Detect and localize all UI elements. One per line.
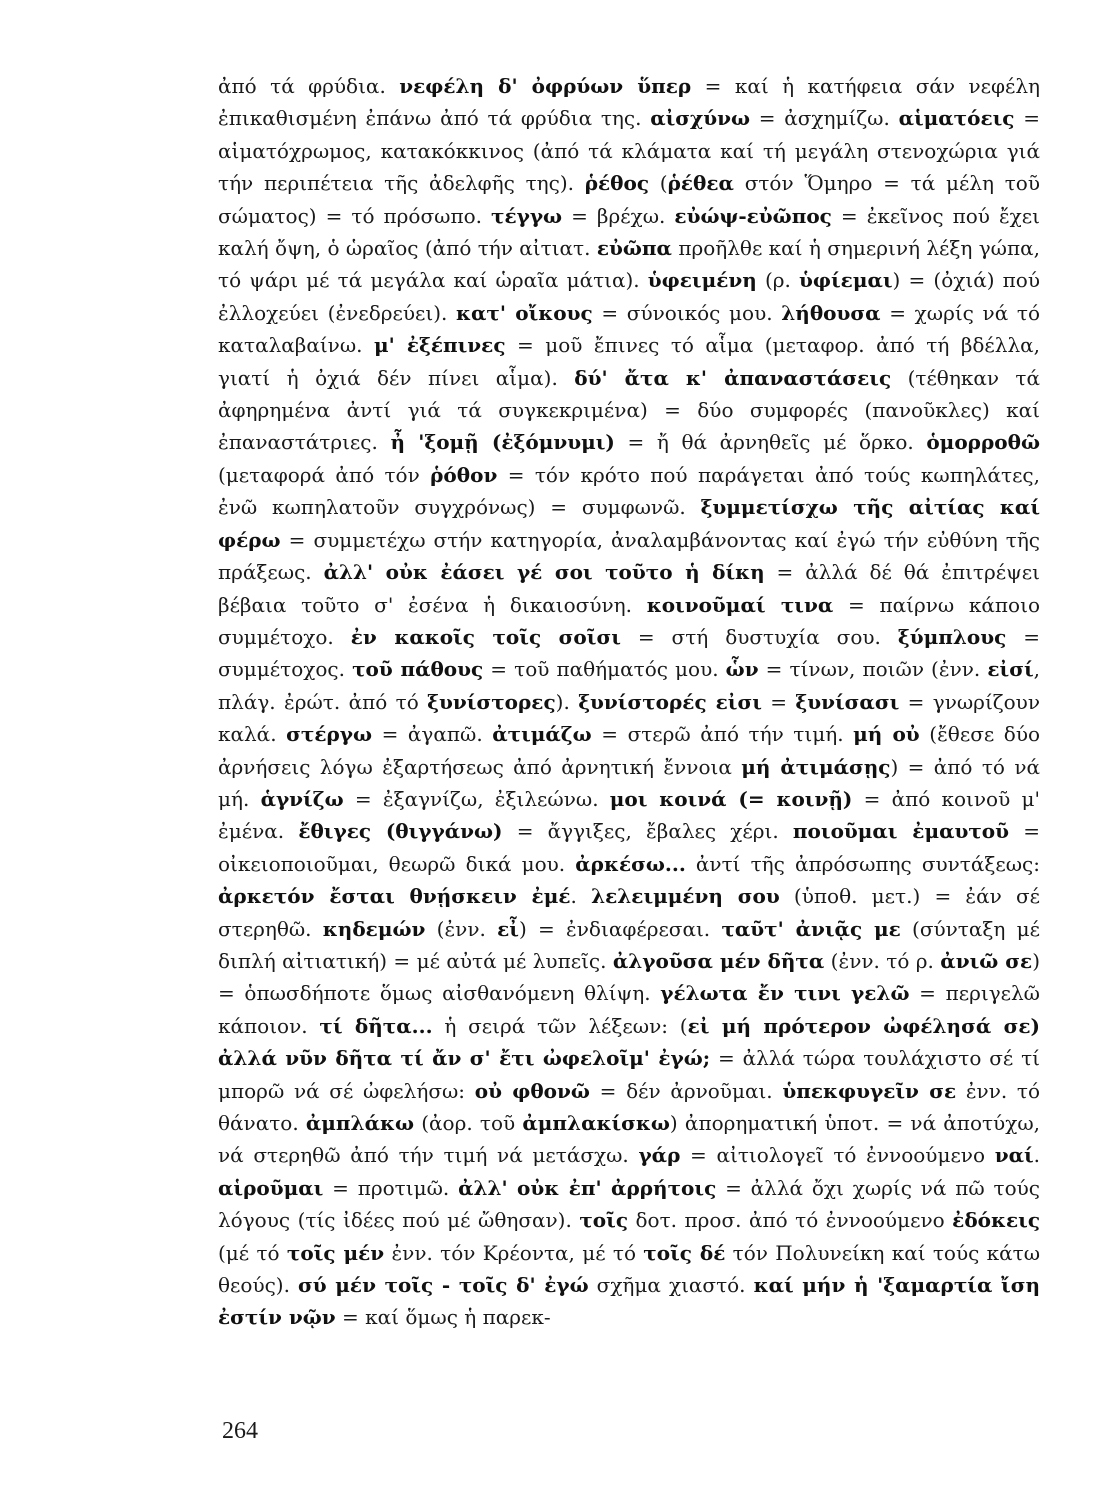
gloss-text: = δέν ἀρνοῦμαι. [589, 1078, 783, 1103]
gloss-text: (ἔθεσε δύο ἀρνήσεις λόγω ἐξαρτήσεως ἀπό ἀρνητική ἔννοια [218, 722, 1040, 779]
lemma-term: ξυνίστορες [427, 689, 556, 714]
lemma-term: αἱροῦμαι [218, 1175, 324, 1200]
gloss-text: . [570, 884, 592, 909]
lemma-term: ἀτιμάζω [492, 722, 592, 747]
gloss-text: = παίρνω κάποιο συμμέτοχο. [218, 592, 1040, 649]
page-number: 264 [222, 1418, 258, 1444]
lemma-term: εἶ [497, 916, 519, 941]
lemma-term: εἰ μή πρότερον ὠφέλησά σε) ἀλλά νῦν δῆτα τί ἄν σ' ἔτι ὠφελοῖμ' ἐγώ; [218, 1013, 1040, 1071]
gloss-text: ) = ἀπό τό νά μή. [218, 754, 1040, 811]
lemma-term: κατ' οἴκους [456, 300, 593, 325]
gloss-text: = τίνων, ποιῶν (ἐνν. [758, 657, 988, 682]
gloss-text: ). [555, 689, 579, 714]
gloss-text: = ἄγγιξες, ἔβαλες χέρι. [502, 819, 793, 844]
lemma-term: λήθουσα [781, 300, 881, 325]
lemma-term: ξυμμετίσχω τῆς αἰτίας καί φέρω [218, 495, 1040, 552]
lemma-term: τοῖς [579, 1208, 628, 1233]
lemma-term: τοῦ πάθους [352, 657, 484, 682]
lemma-term: κοινοῦμαί τινα [646, 592, 834, 617]
lemma-term: εἰσί [987, 657, 1034, 682]
gloss-text: = μοῦ ἔπινες τό αἷμα (μεταφορ. ἀπό τή βδέλλα, γιατί ἡ ὀχιά δέν πίνει αἷμα). [218, 333, 1040, 390]
gloss-text: ) = ἐνδιαφέρεσαι. [518, 916, 722, 941]
gloss-text: = στερῶ ἀπό τήν τιμή. [591, 722, 854, 747]
gloss-text: = προτιμῶ. [323, 1175, 459, 1200]
gloss-text: . [1033, 1143, 1040, 1168]
lemma-term: στέργω [286, 722, 373, 747]
lemma-term: ἐδόκεις [952, 1208, 1040, 1233]
gloss-text: = [761, 689, 796, 714]
lemma-term: εὐώψ-εὐῶπος [674, 203, 832, 228]
lemma-term: ῥόθον [430, 462, 498, 487]
lemma-term: κηδεμών [322, 916, 426, 941]
gloss-text: ἡ σειρά τῶν λέξεων: ( [432, 1013, 688, 1038]
gloss-text: προῆλθε καί ἡ σημερινή λέξη γώπα, τό ψάρι μέ τά μεγάλα καί ὡραῖα μάτια). [218, 236, 1040, 293]
lemma-term: αἱματόεις [898, 106, 1015, 131]
lemma-term: τί δῆτα... [319, 1013, 433, 1038]
lemma-term: μή οὐ [853, 722, 920, 747]
gloss-text: = ἐκεῖνος πού ἔχει καλή ὄψη, ὁ ὡραῖος (ἀπό τήν αἰτιατ. [218, 203, 1040, 261]
gloss-text: = περιγελῶ κάποιον. [218, 981, 1040, 1038]
lemma-term: δύ' ἄτα κ' ἀπαναστάσεις [574, 365, 892, 390]
lemma-term: ὑφίεμαι [799, 268, 893, 293]
lemma-term: ἀρκέσω... [575, 851, 686, 876]
gloss-text: = τοῦ παθήματός μου. [483, 657, 726, 682]
gloss-text: = ἀσχημίζω. [749, 106, 899, 131]
lemma-term: μοι κοινά (= κοινῇ) [609, 786, 853, 811]
lemma-term: ξυνίστορές εἰσι [578, 689, 762, 714]
lemma-term: εὐῶπα [596, 236, 672, 261]
lemma-term: καί μήν ἡ 'ξαμαρτία ἴση ἐστίν νῷν [218, 1273, 1040, 1330]
book-page [218, 70, 1040, 1370]
lemma-term: ἐν κακοῖς τοῖς σοῖσι [350, 624, 621, 649]
lemma-term: ποιοῦμαι ἐμαυτοῦ [792, 819, 1010, 844]
lemma-term: ἀλλ' οὐκ ἐπ' ἀρρήτοις [458, 1175, 717, 1200]
gloss-text: (μέ τό [218, 1240, 287, 1265]
gloss-text: ἀντί τῆς ἀπρόσωπης συντάξεως: [685, 851, 1040, 876]
gloss-text: = βρέχω. [562, 203, 675, 228]
lemma-term: ἁγνίζω [260, 786, 344, 811]
gloss-text: = συμμέτοχος. [218, 624, 1040, 682]
lemma-term: ὧν [725, 657, 759, 682]
gloss-text: (ρ. [756, 268, 800, 293]
gloss-text: = οἰκειοποιοῦμαι, θεωρῶ δικά μου. [218, 819, 1040, 876]
gloss-text: ἐνν. τό θάνατο. [218, 1078, 1040, 1135]
gloss-text: (ὑποθ. μετ.) = ἐάν σέ στερηθῶ. [218, 884, 1040, 941]
gloss-text: (σύνταξη μέ διπλή αἰτιατική) = μέ αὐτά μέ λυπεῖς. [218, 916, 1040, 973]
gloss-text: = ἀπό κοινοῦ μ' ἐμένα. [218, 786, 1040, 844]
gloss-text: (ἐνν. [425, 916, 498, 941]
lemma-term: λελειμμένη σου [591, 884, 780, 909]
lemma-term: τέγγω [491, 203, 563, 228]
gloss-text: ) = (ὀχιά) πού ἐλλοχεύει (ἐνεδρεύει). [218, 268, 1040, 325]
gloss-text: (ἐνν. τό ρ. [824, 948, 941, 973]
gloss-text: ) = ὁπωσδήποτε ὅμως αἰσθανόμενη θλίψη. [218, 948, 1040, 1006]
gloss-text: ) ἀπορηματική ὑποτ. = νά ἀποτύχω, νά στερηθῶ ἀπό τήν τιμή νά μετάσχω. [218, 1111, 1040, 1168]
gloss-text: = ἐξαγνίζω, ἐξιλεώνω. [343, 786, 610, 811]
gloss-text: , πλάγ. ἐρώτ. ἀπό τό [218, 657, 1040, 714]
gloss-text: = συμμετέχω στήν κατηγορία, ἀναλαμβάνοντας καί ἐγώ τήν εὐθύνη τῆς πράξεως. [218, 527, 1040, 585]
lemma-term: τοῖς μέν [286, 1240, 385, 1265]
gloss-text: τόν Πολυνείκη καί τούς κάτω θεούς). [218, 1240, 1040, 1298]
lemma-term: ἀμπλάκω [305, 1111, 415, 1135]
lemma-term: ἔθιγες (θιγγάνω) [298, 819, 503, 844]
gloss-text: στόν Ὅμηρο = τά μέλη τοῦ σώματος) = τό πρόσωπο. [218, 171, 1040, 228]
gloss-text: = γνωρίζουν καλά. [218, 689, 1040, 747]
lemma-term: ξυνίσασι [795, 689, 900, 714]
lemma-term: σύ μέν τοῖς - τοῖς δ' ἐγώ [298, 1273, 589, 1298]
lemma-term: αἰσχύνω [650, 106, 750, 131]
lemma-term: ναί [994, 1143, 1034, 1168]
gloss-text: = ἀλλά δέ θά ἐπιτρέψει βέβαια τοῦτο σ' ἐσένα ἡ δικαιοσύνη. [218, 560, 1040, 617]
gloss-text: (τέθηκαν τά ἀφηρημένα ἀντί γιά τά συγκεκριμένα) = δύο συμφορές (πανοῦκλες) καί ἐπαναστάτριες. [218, 365, 1040, 455]
lemma-term: ἀρκετόν ἔσται θνῄσκειν ἐμέ [218, 884, 571, 909]
gloss-text: = τόν κρότο πού παράγεται ἀπό τούς κωπηλάτες, ἐνῶ κωπηλατοῦν συγχρόνως) = συμφωνῶ. [218, 462, 1040, 520]
lemma-term: ἀλγοῦσα μέν δῆτα [612, 948, 825, 973]
gloss-text: (ἀορ. τοῦ [414, 1111, 523, 1135]
lemma-term: νεφέλη δ' ὀφρύων ὕπερ [399, 74, 692, 98]
lemma-term: γάρ [638, 1143, 681, 1168]
gloss-text: ἀπό τά φρύδια. [218, 74, 400, 98]
gloss-text: = ἀλλά τώρα τουλάχιστο σέ τί μπορῶ νά σέ ὠφελήσω: [218, 1046, 1040, 1103]
gloss-text: = στή δυστυχία σου. [620, 624, 898, 649]
lemma-term: τοῖς δέ [643, 1240, 726, 1265]
lemma-term: μή ἀτιμάσῃς [741, 754, 891, 779]
lemma-term: ταῦτ' ἀνιᾷς με [721, 916, 901, 941]
gloss-text: σχῆμα χιαστό. [588, 1273, 754, 1298]
lemma-term: ξύμπλους [897, 624, 1007, 649]
lemma-term: γέλωτα ἔν τινι γελῶ [660, 981, 910, 1006]
gloss-text: = καί ὅμως ἡ παρεκ- [335, 1305, 551, 1330]
lemma-term: ἀλλ' οὐκ ἐάσει γέ σοι τοῦτο ἡ δίκη [323, 560, 765, 585]
lemma-term: ἀμπλακίσκω [522, 1111, 670, 1135]
lemma-term: ὑπεκφυγεῖν σε [782, 1078, 957, 1103]
gloss-text: = σύνοικός μου. [592, 300, 782, 325]
gloss-text: = χωρίς νά τό καταλαβαίνω. [218, 300, 1040, 358]
commentary-paragraph [218, 70, 1040, 1334]
lemma-term: ῥέθεα [667, 171, 734, 196]
gloss-text: ( [649, 171, 668, 196]
lemma-term: ἀνιῶ σε [940, 948, 1033, 973]
gloss-text: = ἀγαπῶ. [372, 722, 493, 747]
gloss-text: = ἀλλά ὄχι χωρίς νά πῶ τούς λόγους (τίς ἰδέες πού μέ ὤθησαν). [218, 1175, 1040, 1233]
lemma-term: ἦ 'ξομῇ (ἐξόμνυμι) [390, 430, 615, 455]
gloss-text: = αἱματόχρωμος, κατακόκκινος (ἀπό τά κλάματα καί τή μεγάλη στενοχώρια γιά τήν περιπέτεια τῆς ἀδελφῆς της). [218, 106, 1040, 196]
lemma-term: οὐ φθονῶ [474, 1078, 590, 1103]
gloss-text: (μεταφορά ἀπό τόν [218, 462, 431, 487]
lemma-term: μ' ἐξέπινες [373, 333, 506, 358]
lemma-term: ὁμορροθῶ [926, 430, 1040, 455]
lemma-term: ὑφειμένη [647, 268, 757, 293]
lemma-term: ῥέθος [584, 171, 650, 196]
gloss-text: ἐνν. τόν Κρέοντα, μέ τό [384, 1240, 644, 1265]
gloss-text: = ἤ θά ἀρνηθεῖς μέ ὅρκο. [614, 430, 927, 455]
gloss-text: δοτ. προσ. ἀπό τό ἐννοούμενο [628, 1208, 953, 1233]
gloss-text: = αἰτιολογεῖ τό ἐννοούμενο [680, 1143, 995, 1168]
gloss-text: = καί ἡ κατήφεια σάν νεφέλη ἐπικαθισμένη ἐπάνω ἀπό τά φρύδια της. [218, 74, 1040, 131]
